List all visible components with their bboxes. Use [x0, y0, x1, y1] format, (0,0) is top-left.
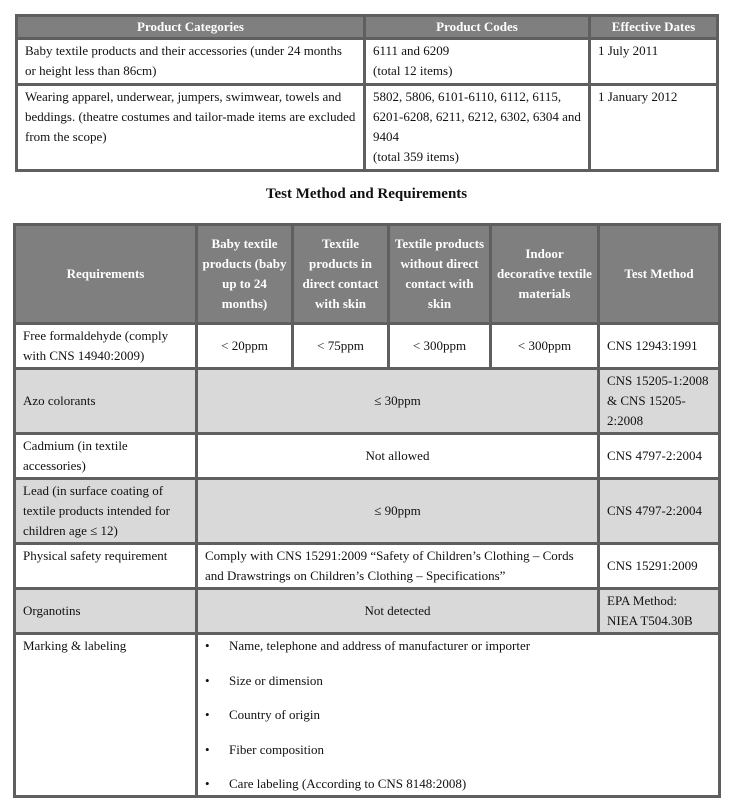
list-item: • Name, telephone and address of manufacturer or importer [205, 636, 710, 671]
codes-text: 6111 and 6209 [373, 43, 450, 58]
requirement-cell: Marking & labeling [15, 634, 197, 797]
list-item: • Size or dimension [205, 671, 710, 706]
value-cell: Not allowed [197, 434, 599, 479]
list-item: • Fiber composition [205, 740, 710, 775]
requirement-cell: Organotins [15, 589, 197, 634]
table-row [17, 39, 718, 85]
value-cell: < 300ppm [491, 324, 599, 369]
header-product-codes: Product Codes [365, 16, 590, 39]
date-cell: 1 July 2011 [590, 39, 718, 85]
section-title: Test Method and Requirements [265, 186, 468, 202]
list-item: • Country of origin [205, 705, 710, 740]
method-cell: CNS 4797-2:2004 [599, 479, 720, 544]
marking-list [205, 636, 710, 794]
requirement-cell: Cadmium (in textile accessories) [15, 434, 197, 479]
value-cell: ≤ 90ppm [197, 479, 599, 544]
header-indoor-decorative: Indoor decorative textile materials [491, 225, 599, 324]
value-cell: < 300ppm [389, 324, 491, 369]
codes-cell [365, 85, 590, 171]
product-scope-table [15, 14, 719, 172]
header-effective-dates: Effective Dates [590, 16, 718, 39]
header-direct-contact: Textile products in direct contact with skin [293, 225, 389, 324]
requirement-cell: Azo colorants [15, 369, 197, 434]
table-row-physical [15, 544, 720, 589]
table-row-formaldehyde [15, 324, 720, 369]
table-row-cadmium [15, 434, 720, 479]
marking-list-cell [197, 634, 720, 797]
codes-total: (total 359 items) [373, 149, 459, 164]
codes-total: (total 12 items) [373, 63, 453, 78]
method-cell: EPA Method: NIEA T504.30B [599, 589, 720, 634]
requirement-cell: Physical safety requirement [15, 544, 197, 589]
requirement-cell: Free formaldehyde (comply with CNS 14940:2009) [15, 324, 197, 369]
table-header-row [15, 225, 720, 324]
method-cell: CNS 15205-1:2008 & CNS 15205-2:2008 [599, 369, 720, 434]
method-cell: CNS 12943:1991 [599, 324, 720, 369]
header-baby-textile: Baby textile products (baby up to 24 months) [197, 225, 293, 324]
table-row-azo [15, 369, 720, 434]
table-header-row [17, 16, 718, 39]
header-test-method: Test Method [599, 225, 720, 324]
method-cell: CNS 4797-2:2004 [599, 434, 720, 479]
value-cell: < 75ppm [293, 324, 389, 369]
list-item: • Care labeling (According to CNS 8148:2008) [205, 774, 710, 794]
codes-text: 5802, 5806, 6101-6110, 6112, 6115, 6201-6208, 6211, 6212, 6302, 6304 and 9404 [373, 89, 581, 144]
value-cell: ≤ 30ppm [197, 369, 599, 434]
table-row-lead [15, 479, 720, 544]
category-cell: Baby textile products and their accessories (under 24 months or height less than 86cm) [17, 39, 365, 85]
header-no-direct-contact: Textile products without direct contact with skin [389, 225, 491, 324]
table-row [17, 85, 718, 171]
category-cell: Wearing apparel, underwear, jumpers, swimwear, towels and beddings. (theatre costumes and tailor-made items are excluded from the scope) [17, 85, 365, 171]
date-cell: 1 January 2012 [590, 85, 718, 171]
codes-cell [365, 39, 590, 85]
table-row-organotins [15, 589, 720, 634]
value-cell: Comply with CNS 15291:2009 “Safety of Children’s Clothing – Cords and Drawstrings on Children’s Clothing – Specifications” [197, 544, 599, 589]
method-cell: CNS 15291:2009 [599, 544, 720, 589]
table-row-marking [15, 634, 720, 797]
header-requirements: Requirements [15, 225, 197, 324]
requirements-table [13, 223, 721, 798]
requirement-cell: Lead (in surface coating of textile products intended for children age ≤ 12) [15, 479, 197, 544]
value-cell: Not detected [197, 589, 599, 634]
header-product-categories: Product Categories [17, 16, 365, 39]
value-cell: < 20ppm [197, 324, 293, 369]
